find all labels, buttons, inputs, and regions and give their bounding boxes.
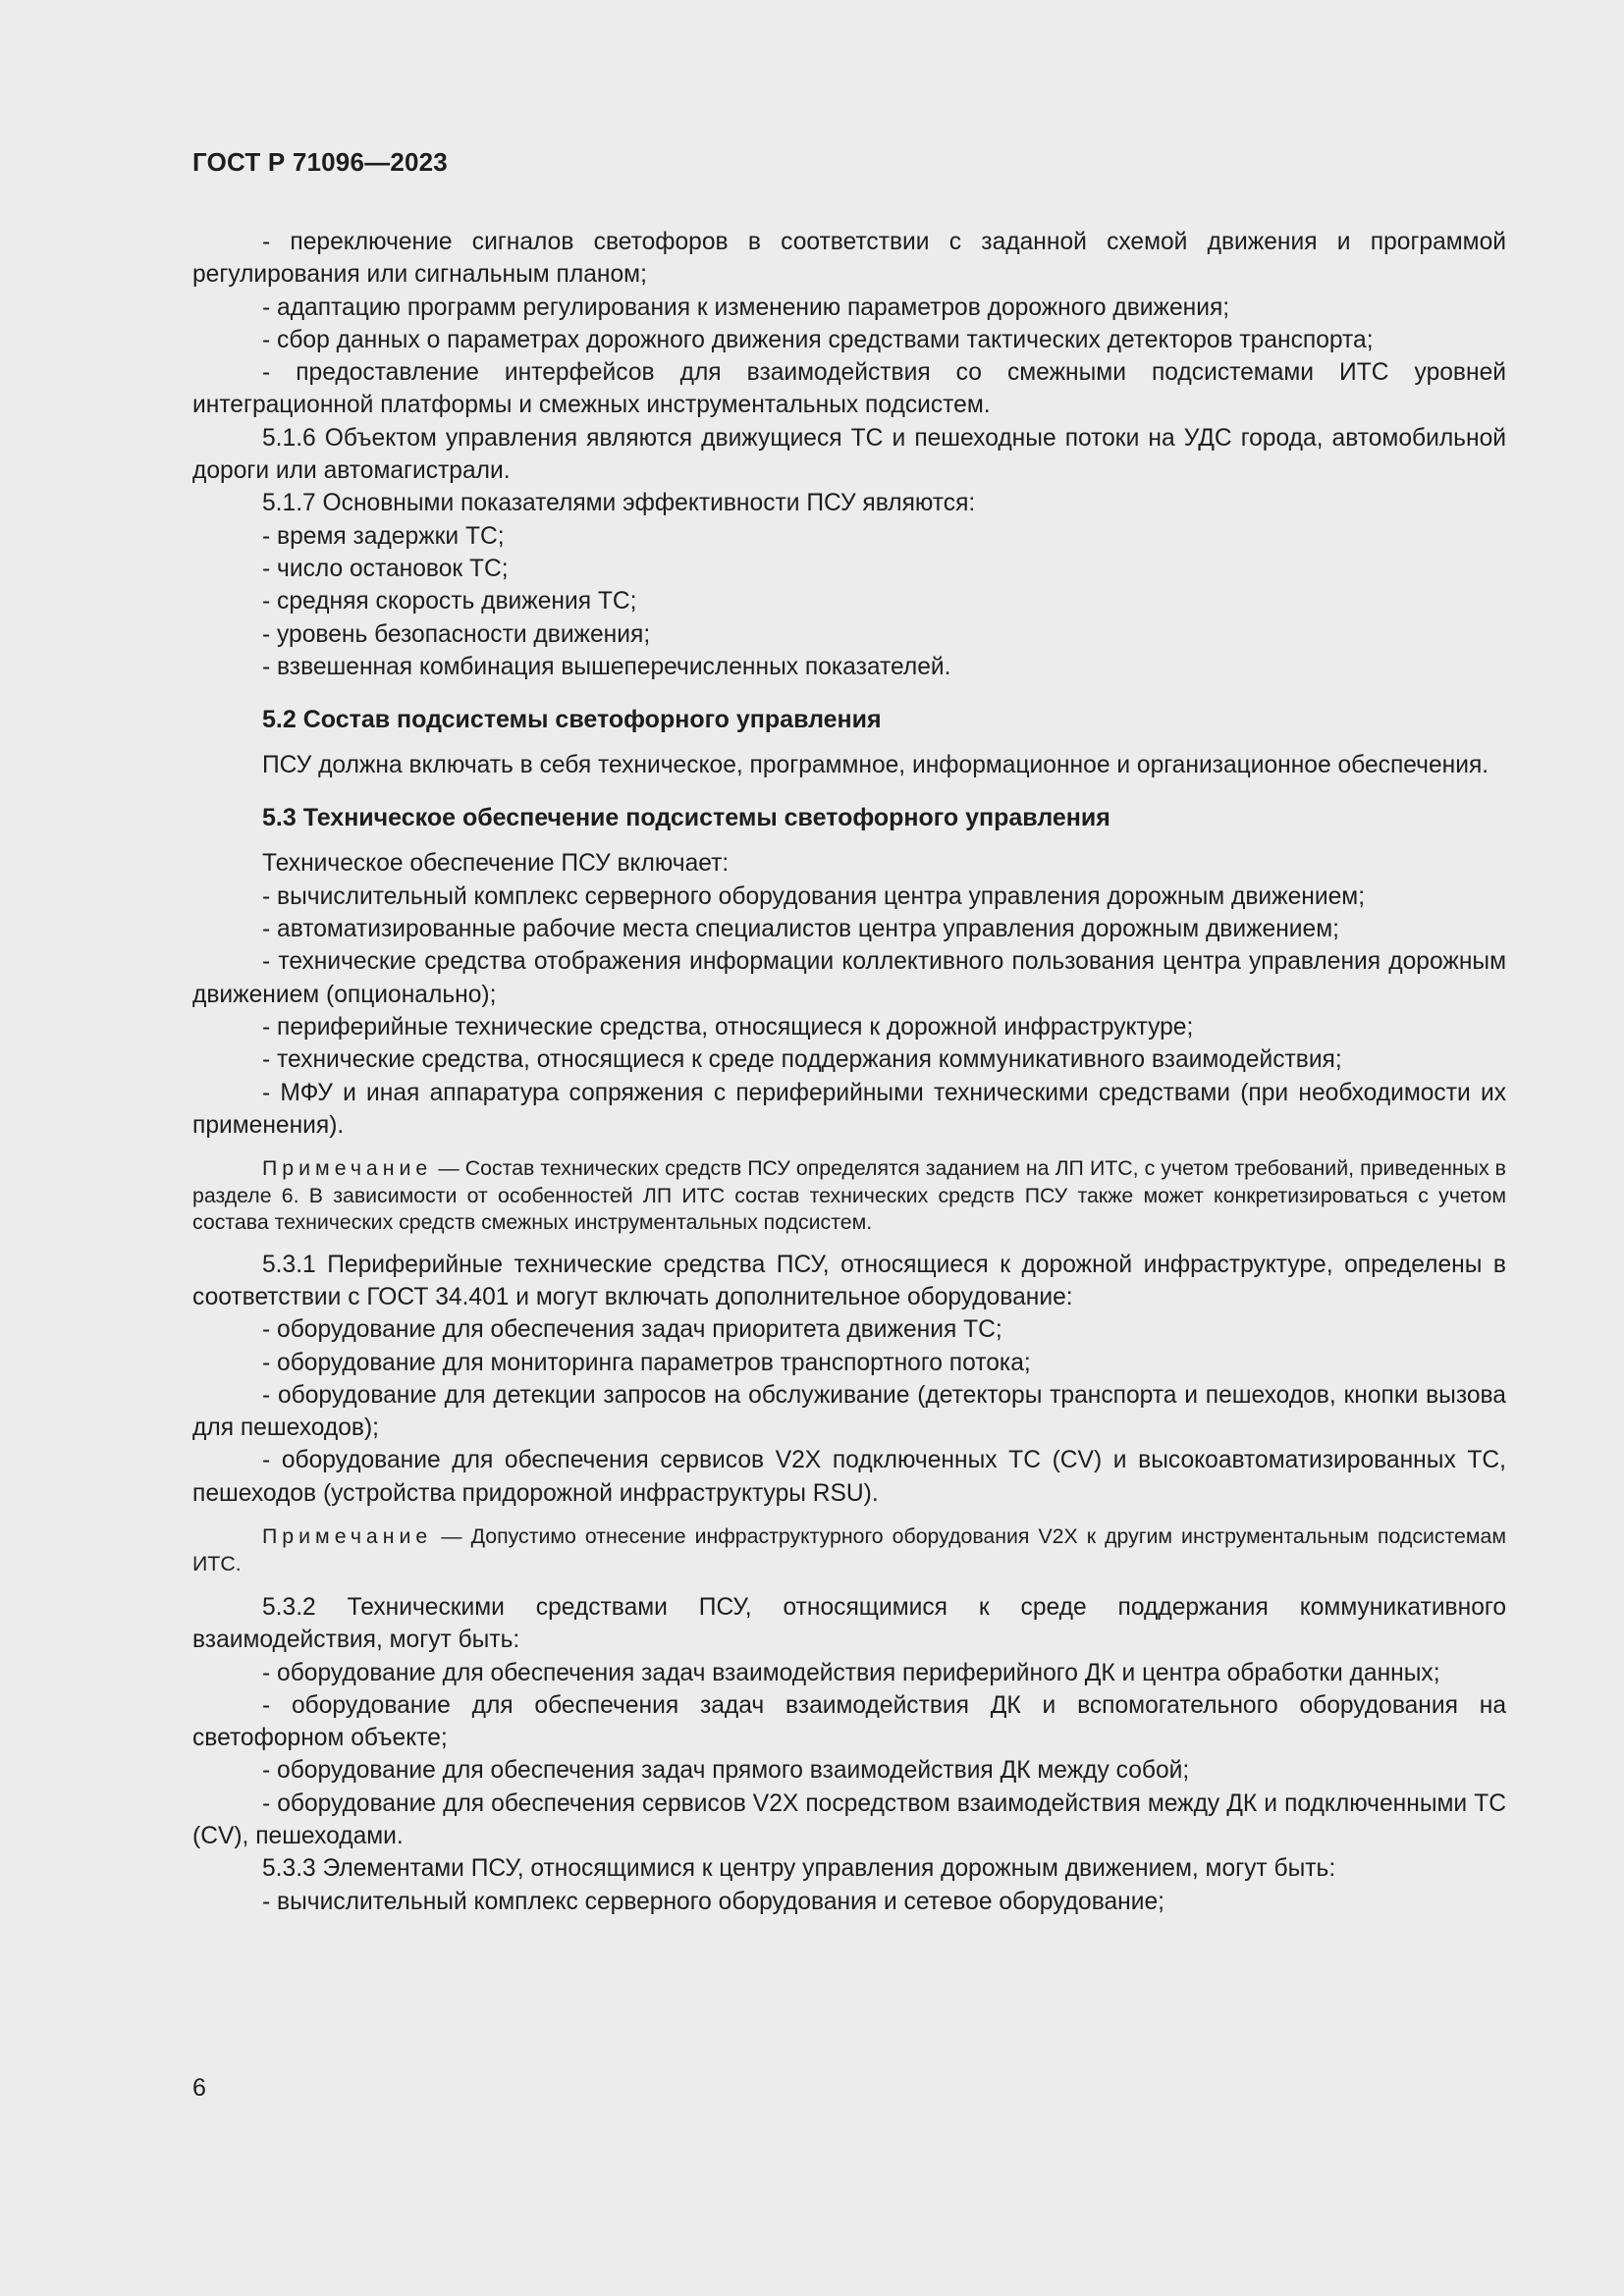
list-item: - число остановок ТС;	[262, 555, 509, 582]
page-number: 6	[192, 2074, 206, 2102]
paragraph-5-3-3: 5.3.3 Элементами ПСУ, относящимися к центру управления дорожным движением, могут быть:	[262, 1855, 1336, 1883]
paragraph-5-1-6: 5.1.6 Объектом управления являются движущиеся ТС и пешеходные потоки на УДС города, автомобильной дороги или автомагистрали.	[192, 424, 1506, 485]
paragraph-5-2: ПСУ должна включать в себя техническое, программное, информационное и организационное обеспечения.	[262, 752, 1489, 779]
note-text: — Допустимо отнесение инфраструктурного оборудования V2X к другим инструментальным подсистемам ИТС.	[192, 1524, 1506, 1575]
list-item: - периферийные технические средства, относящиеся к дорожной инфраструктуре;	[262, 1013, 1194, 1041]
note-label: Примечание	[262, 1156, 433, 1181]
note-label: Примечание	[262, 1524, 433, 1548]
section-heading-5-2: 5.2 Состав подсистемы светофорного управления	[262, 706, 882, 734]
section-heading-5-3: 5.3 Техническое обеспечение подсистемы светофорного управления	[262, 804, 1110, 832]
list-item: - оборудование для обеспечения сервисов V2X подключенных ТС (CV) и высокоавтоматизированных ТС, пешеходов (устройства придорожной инфраструктуры RSU).	[192, 1447, 1506, 1507]
paragraph-5-3: Техническое обеспечение ПСУ включает:	[262, 850, 730, 878]
list-item: - переключение сигналов светофоров в соответствии с заданной схемой движения и программой регулирования или сигнальным планом;	[192, 229, 1506, 289]
list-item: - оборудование для мониторинга параметров транспортного потока;	[262, 1349, 1031, 1376]
list-item: - сбор данных о параметрах дорожного движения средствами тактических детекторов транспорта;	[262, 326, 1374, 353]
list-item: - оборудование для обеспечения задач прямого взаимодействия ДК между собой;	[262, 1757, 1190, 1785]
note-1	[192, 1155, 1506, 1237]
list-item: - оборудование для обеспечения задач взаимодействия ДК и вспомогательного оборудования на светофорном объекте;	[192, 1691, 1506, 1752]
list-item: - вычислительный комплекс серверного оборудования и сетевое оборудование;	[262, 1888, 1164, 1915]
list-item: - оборудование для обеспечения задач приоритета движения ТС;	[262, 1316, 1002, 1344]
list-item: - взвешенная комбинация вышеперечисленных показателей.	[262, 653, 951, 680]
list-item: - оборудование для обеспечения задач взаимодействия периферийного ДК и центра обработки данных;	[262, 1659, 1440, 1686]
note-text: — Состав технических средств ПСУ определятся заданием на ЛП ИТС, с учетом требований, приведенных в разделе 6. В зависимости от особенностей ЛП ИТС состав технических средств ПСУ также может конкретизироваться с учетом состава технических средств смежных инструментальных подсистем.	[192, 1156, 1506, 1235]
list-item: - вычислительный комплекс серверного оборудования центра управления дорожным движением;	[262, 882, 1366, 910]
list-item: - адаптацию программ регулирования к изменению параметров дорожного движения;	[262, 294, 1230, 321]
list-item: - средняя скорость движения ТС;	[262, 588, 637, 615]
list-item: - предоставление интерфейсов для взаимодействия со смежными подсистемами ИТС уровней интеграционной платформы и смежных инструментальных подсистем.	[192, 359, 1506, 419]
list-item: - технические средства отображения информации коллективного пользования центра управления дорожным движением (опционально);	[192, 948, 1506, 1008]
list-item: - оборудование для обеспечения сервисов V2X посредством взаимодействия между ДК и подключенными ТС (CV), пешеходами.	[192, 1789, 1506, 1850]
list-item: - оборудование для детекции запросов на обслуживание (детекторы транспорта и пешеходов, кнопки вызова для пешеходов);	[192, 1381, 1506, 1442]
list-item: - автоматизированные рабочие места специалистов центра управления дорожным движением;	[262, 916, 1339, 943]
list-item: - технические средства, относящиеся к среде поддержания коммуникативного взаимодействия;	[262, 1046, 1342, 1074]
paragraph-5-3-2: 5.3.2 Техническими средствами ПСУ, относящимися к среде поддержания коммуникативного взаимодействия, могут быть:	[192, 1594, 1506, 1654]
document-header: ГОСТ Р 71096—2023	[192, 147, 448, 177]
document-body	[192, 226, 1506, 1918]
paragraph-5-3-1: 5.3.1 Периферийные технические средства ПСУ, относящиеся к дорожной инфраструктуре, определены в соответствии с ГОСТ 34.401 и могут включать дополнительное оборудование:	[192, 1251, 1506, 1310]
paragraph-5-1-7: 5.1.7 Основными показателями эффективности ПСУ являются:	[262, 490, 976, 517]
list-item: - время задержки ТС;	[262, 522, 505, 550]
list-item: - уровень безопасности движения;	[262, 620, 651, 648]
note-2	[192, 1523, 1506, 1577]
list-item: - МФУ и иная аппаратура сопряжения с периферийными техническими средствами (при необходимости их применения).	[192, 1079, 1506, 1139]
